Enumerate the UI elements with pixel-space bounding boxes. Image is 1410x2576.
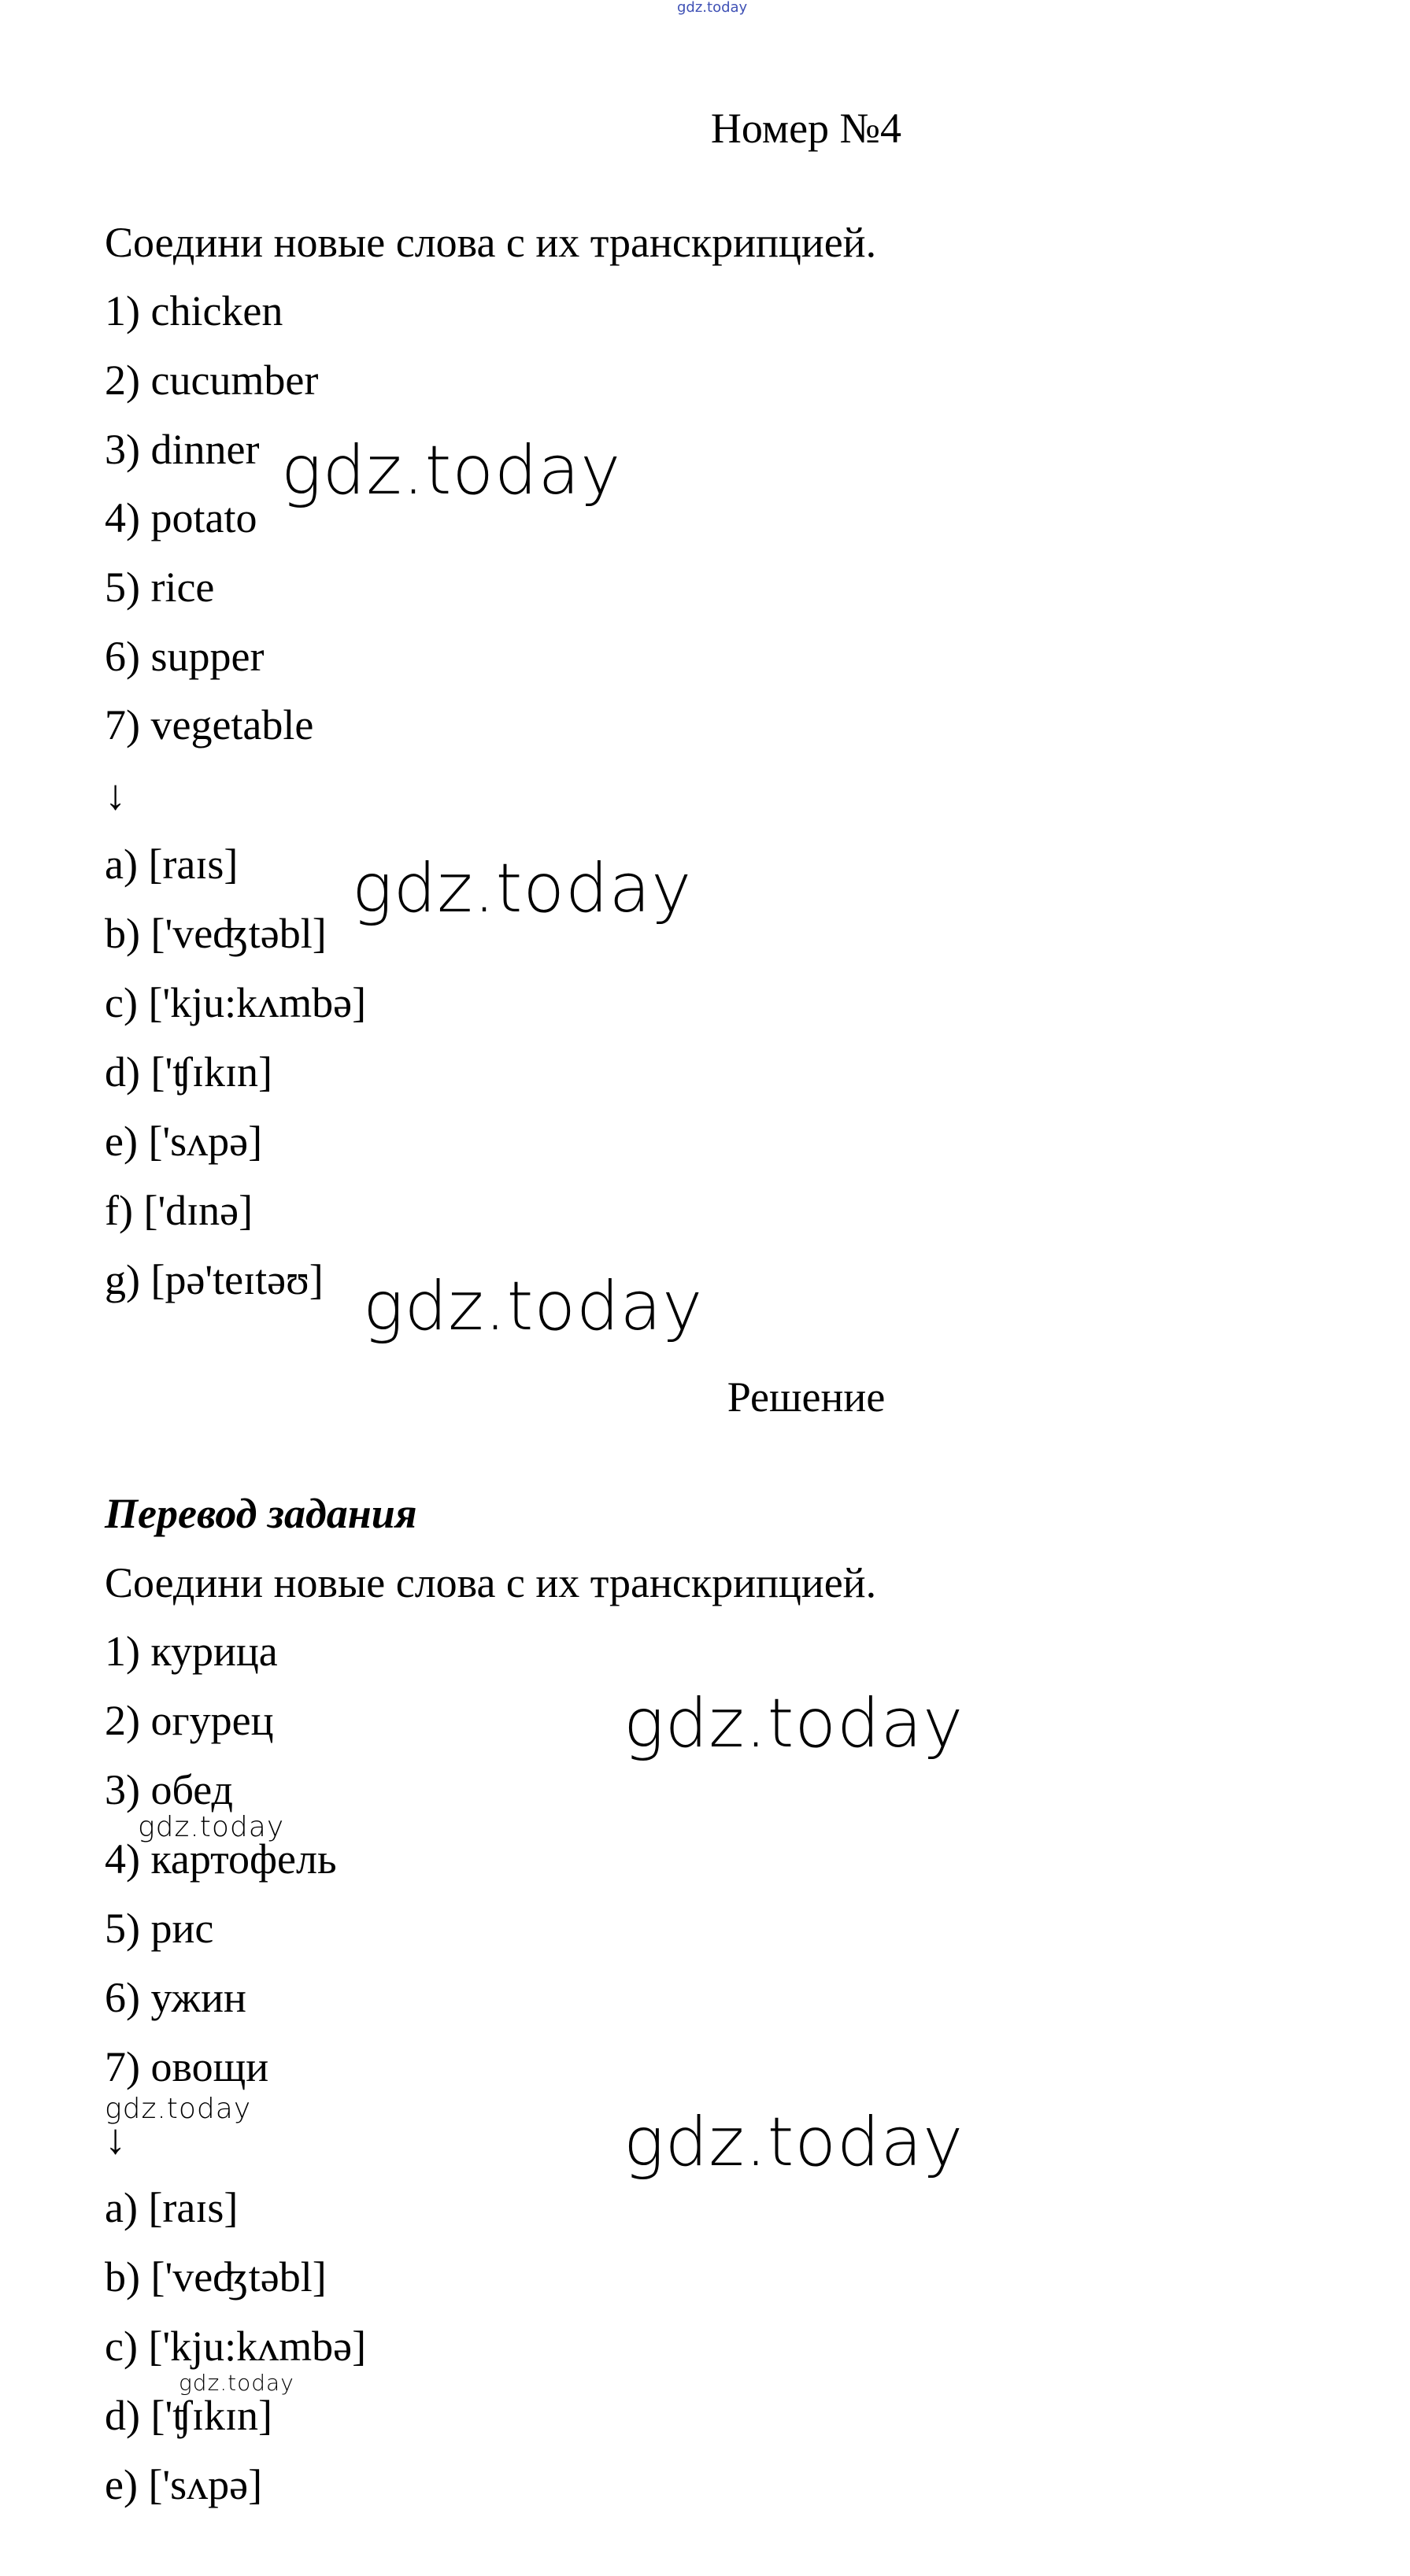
header-watermark: gdz.today — [677, 0, 748, 16]
solution-heading: Решение — [727, 1373, 886, 1421]
solution-transcription-item: d) ['ʧɪkɪn] — [105, 2392, 273, 2439]
word-item: 3) dinner — [105, 426, 260, 473]
solution-down-arrow: ↓ — [105, 2116, 126, 2163]
translated-word-item: 6) ужин — [105, 1974, 246, 2021]
watermark: gdz.today — [624, 1684, 964, 1763]
watermark: gdz.today — [624, 2103, 964, 2182]
watermark: gdz.today — [105, 2093, 252, 2125]
word-item: 2) cucumber — [105, 357, 319, 404]
translated-word-item: 7) овощи — [105, 2043, 269, 2090]
translated-word-item: 1) курица — [105, 1628, 278, 1675]
word-item: 7) vegetable — [105, 701, 314, 748]
watermark: gdz.today — [352, 849, 693, 928]
word-item: 1) chicken — [105, 287, 283, 334]
translated-word-item: 3) обед — [105, 1766, 233, 1813]
watermark: gdz.today — [363, 1267, 704, 1346]
word-item: 5) rice — [105, 564, 215, 611]
transcription-item: e) ['sʌpə] — [105, 1118, 263, 1165]
transcription-item: a) [raɪs] — [105, 841, 239, 888]
transcription-item: g) [pə'teɪtəʊ] — [105, 1256, 324, 1303]
translation-heading: Перевод задания — [105, 1490, 417, 1537]
transcription-item: c) ['kju:kʌmbə] — [105, 979, 367, 1026]
solution-transcription-item: c) ['kju:kʌmbə] — [105, 2323, 367, 2370]
solution-transcription-item: b) ['veʤtəbl] — [105, 2253, 327, 2301]
translated-word-item: 5) рис — [105, 1905, 214, 1952]
watermark: gdz.today — [281, 431, 622, 510]
solution-transcription-item: e) ['sʌpə] — [105, 2461, 263, 2508]
translated-word-item: 2) огурец — [105, 1697, 274, 1744]
solution-transcription-item: a) [raɪs] — [105, 2184, 239, 2231]
transcription-item: f) ['dɪnə] — [105, 1187, 254, 1234]
solution-instruction: Соедини новые слова с их транскрипцией. — [105, 1559, 877, 1606]
word-item: 6) supper — [105, 633, 265, 680]
transcription-item: b) ['veʤtəbl] — [105, 910, 327, 957]
task-instruction: Соедини новые слова с их транскрипцией. — [105, 219, 877, 266]
word-item: 4) potato — [105, 494, 257, 541]
task-title: Номер №4 — [710, 105, 902, 152]
translated-word-item: 4) картофель — [105, 1835, 337, 1883]
transcription-item: d) ['ʧɪkɪn] — [105, 1048, 273, 1096]
down-arrow: ↓ — [105, 771, 126, 819]
watermark: gdz.today — [138, 1811, 285, 1843]
watermark: gdz.today — [179, 2370, 294, 2396]
